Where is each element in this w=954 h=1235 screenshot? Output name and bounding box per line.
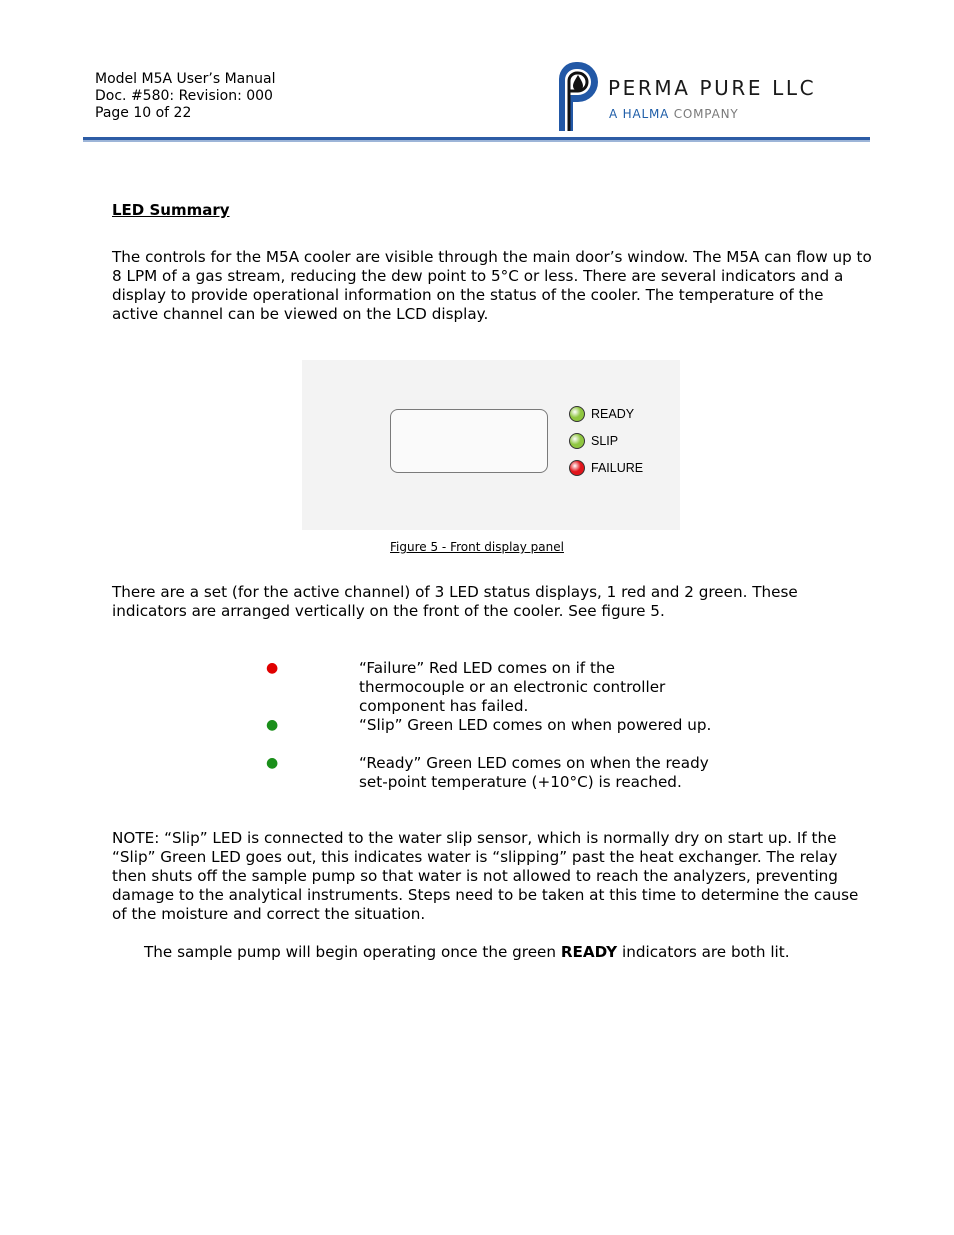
ready-emphasis: READY	[560, 943, 618, 961]
bullet-ready-text: “Ready” Green LED comes on when the ready set-point temperature (+10°C) is reached.	[359, 754, 709, 791]
led-description-paragraph: There are a set (for the active channel) of 3 LED status displays, 1 red and 2 green. These indicators are arranged vertically on the front of the cooler. See figure 5.	[112, 583, 798, 620]
document-header	[95, 71, 275, 122]
led-failure	[569, 459, 643, 477]
figure-caption-text: Figure 5 - Front display panel	[390, 540, 564, 554]
pump-paragraph	[144, 943, 790, 962]
led-slip	[569, 432, 618, 450]
led-ready-label: READY	[591, 407, 635, 421]
note-paragraph: NOTE: “Slip” LED is connected to the water slip sensor, which is normally dry on start up. If the “Slip” Green LED goes out, this indicates water is “slipping” past the heat exchanger. The relay then shuts off the sample pump so that water is not allowed to reach the analyzers, preventing damage to the analytical instruments. Steps need to be taken at this time to determine the cause of the moisture and correct the situation.	[112, 829, 859, 923]
pump-text-before: The sample pump will begin operating once the green	[144, 943, 561, 961]
bullet-slip-text: “Slip” Green LED comes on when powered up.	[359, 716, 712, 734]
tagline-prefix: A	[609, 107, 623, 121]
intro-paragraph: The controls for the M5A cooler are visible through the main door’s window. The M5A can flow up to 8 LPM of a gas stream, reducing the dew point to 5°C or less. There are several indicators and a display to provide operational information on the status of the cooler. The temperature of the active channel can be viewed on the LCD display.	[112, 248, 872, 323]
led-slip-indicator-icon	[569, 433, 585, 449]
bullet-slip-icon: ●	[266, 717, 279, 733]
bullet-failure-icon: ●	[266, 660, 279, 676]
page-number: Page 10 of 22	[95, 105, 192, 121]
manual-title: Model M5A User’s Manual	[95, 71, 276, 87]
front-display-panel-figure	[302, 360, 680, 530]
tagline-suffix: COMPANY	[669, 107, 739, 121]
document-revision: Doc. #580: Revision: 000	[95, 88, 273, 104]
led-ready	[569, 405, 634, 423]
led-failure-indicator-icon	[569, 460, 585, 476]
section-title: LED Summary	[112, 201, 230, 219]
led-failure-label: FAILURE	[591, 461, 644, 475]
company-tagline	[609, 107, 739, 121]
company-logo	[556, 59, 866, 133]
led-slip-label: SLIP	[591, 434, 619, 448]
figure-caption	[0, 540, 954, 554]
tagline-brand: HALMA	[622, 107, 670, 121]
led-ready-indicator-icon	[569, 406, 585, 422]
bullet-failure-text: “Failure” Red LED comes on if the thermocouple or an electronic controller component has failed.	[359, 659, 666, 715]
company-name: PERMA PURE LLC	[608, 76, 817, 100]
pump-text-after: indicators are both lit.	[617, 943, 790, 961]
bullet-ready-icon: ●	[266, 755, 279, 771]
perma-pure-p-logo-icon	[556, 59, 604, 133]
lcd-display-window	[390, 409, 548, 473]
header-divider-shadow	[83, 140, 870, 142]
